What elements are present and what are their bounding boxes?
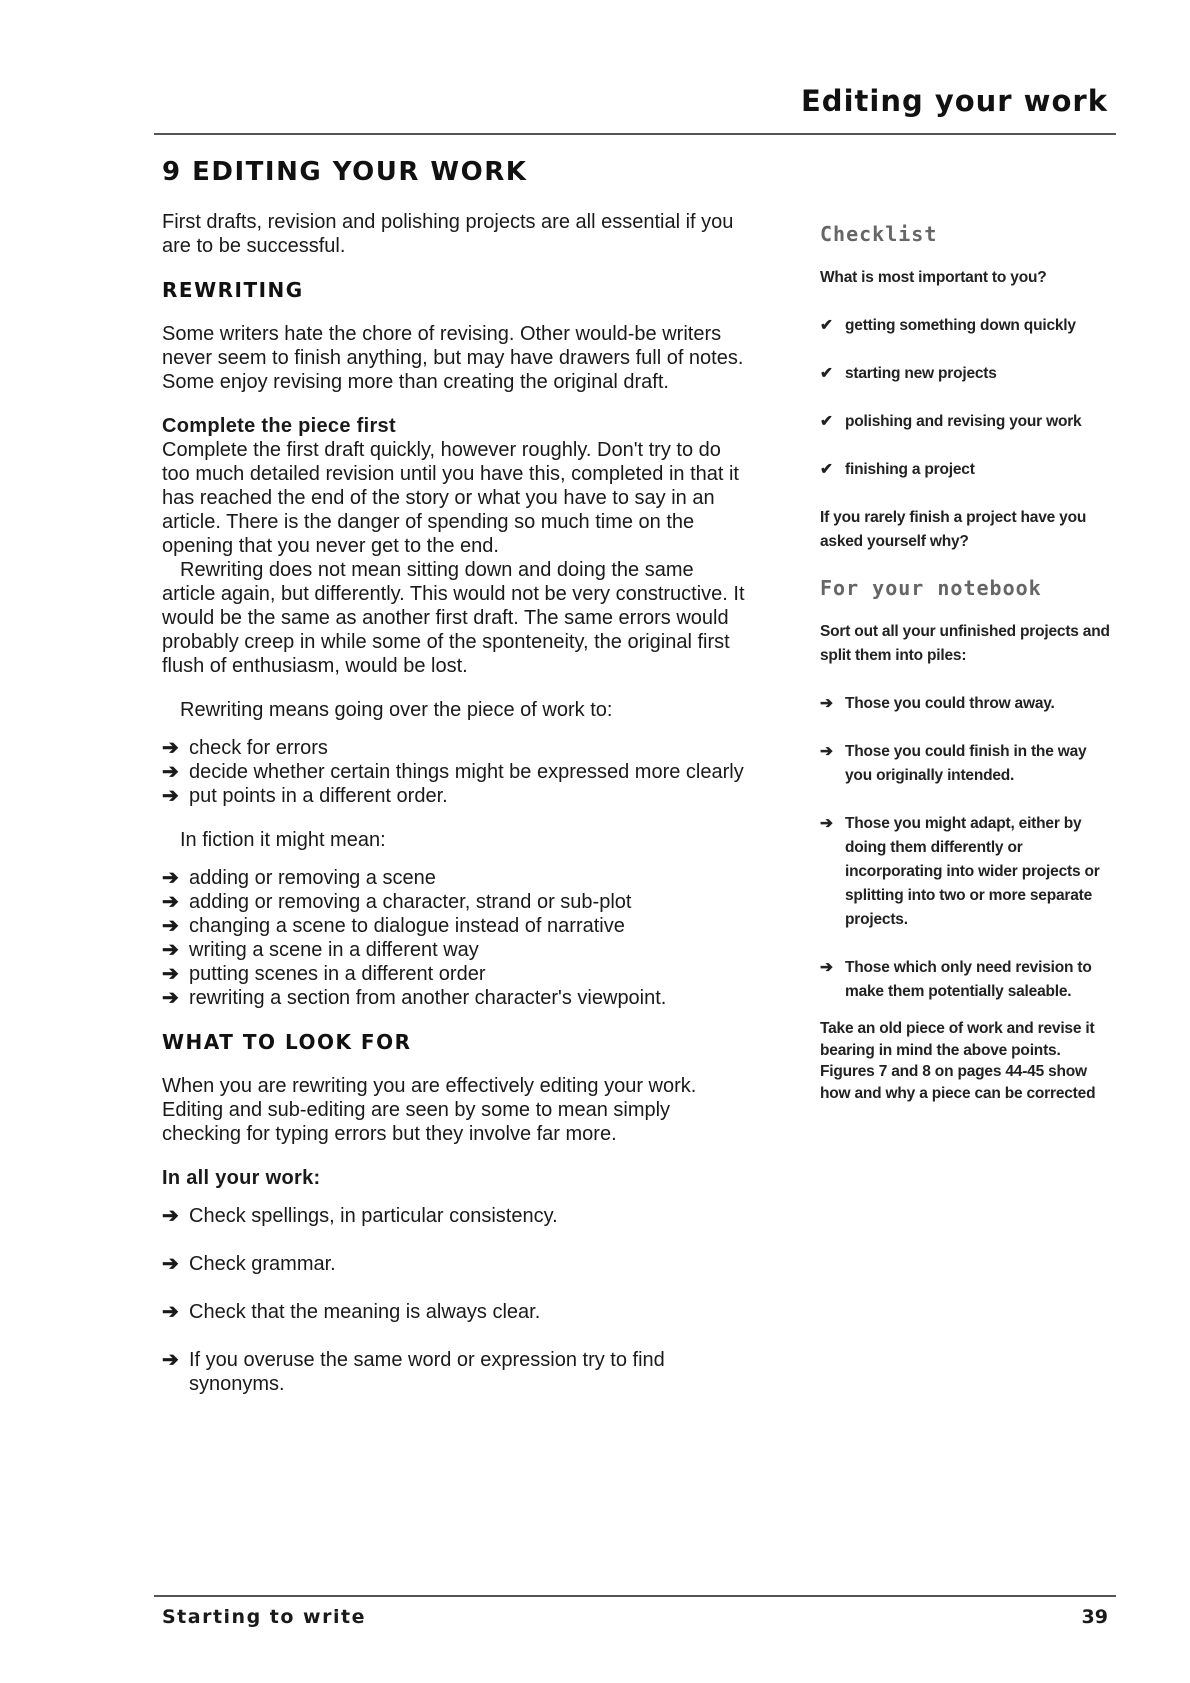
checklist-closing: If you rarely finish a project have you asked yourself why? [820,509,1087,550]
section-heading-rewriting: REWRITING [162,278,304,302]
arrow-right-icon: ➔ [162,761,179,783]
arrow-right-icon: ➔ [162,785,179,807]
arrow-right-icon: ➔ [162,939,179,961]
page-number: 39 [1081,1606,1108,1628]
fiction-list [162,866,752,1010]
rewriting-paragraph-1: Some writers hate the chore of revising. Other would-be writers never seem to finish anything, but may have drawers full of notes. Some enjoy revising more than creating the original draft. [162,323,744,393]
notebook-item: ➔ Those which only need revision to make them potentially saleable. [820,956,1110,1004]
list-item: ➔ adding or removing a scene [162,867,436,889]
arrow-right-icon: ➔ [820,695,833,712]
arrow-right-icon: ➔ [162,891,179,913]
list-item: ➔ writing a scene in a different way [162,939,479,961]
check-mark-icon: ✔ [820,461,833,478]
arrow-right-icon: ➔ [820,743,833,760]
check-mark-icon: ✔ [820,317,833,334]
checklist-item: ✔ polishing and revising your work [820,410,1110,434]
arrow-right-icon: ➔ [162,987,179,1009]
notebook-heading: For your notebook [820,576,1042,600]
checklist-item: ✔ finishing a project [820,458,1110,482]
look-for-list [162,1204,752,1396]
rewriting-list [162,736,752,808]
list-item: ➔ decide whether certain things might be expressed more clearly [162,761,744,783]
arrow-right-icon: ➔ [162,737,179,759]
arrow-right-icon: ➔ [162,1349,179,1371]
sidebar [820,222,1110,1104]
checklist-question: What is most important to you? [820,269,1047,286]
footer-book-title: Starting to write [162,1606,366,1628]
running-header-title: Editing your work [801,84,1108,118]
list-item: ➔ rewriting a section from another character's viewpoint. [162,987,667,1009]
rewriting-paragraph-2: Complete the first draft quickly, however roughly. Don't try to do too much detailed revision until you have this, completed in that it has reached the end of the story or what you have to say in an article. There is the danger of spending so much time on the opening that you never get to the end. [162,439,739,557]
list-item: ➔ putting scenes in a different order [162,963,486,985]
check-mark-icon: ✔ [820,365,833,382]
list-item: ➔ changing a scene to dialogue instead of narrative [162,915,625,937]
section-heading-what-to-look-for: WHAT TO LOOK FOR [162,1030,412,1054]
subheading-complete-first: Complete the piece first [162,415,396,437]
footer-rule [154,1595,1116,1597]
arrow-right-icon: ➔ [162,915,179,937]
rewriting-paragraph-4: Rewriting means going over the piece of work to: [180,699,613,721]
list-item: ➔ Check spellings, in particular consistency. [162,1205,558,1227]
arrow-right-icon: ➔ [162,963,179,985]
arrow-right-icon: ➔ [820,959,833,976]
list-item: ➔ adding or removing a character, strand or sub-plot [162,891,632,913]
list-item: ➔ check for errors [162,737,328,759]
main-column [162,157,752,1396]
arrow-right-icon: ➔ [162,1205,179,1227]
rewriting-paragraph-3: Rewriting does not mean sitting down and doing the same article again, but differently. This would not be very constructive. It would be the same as another first draft. The same errors would probably creep in while some of the sponteneity, the original first flush of enthusiasm, would be lost. [162,559,745,677]
chapter-title: 9 EDITING YOUR WORK [162,157,528,187]
list-item: ➔ If you overuse the same word or expression try to find synonyms. [162,1349,665,1395]
check-mark-icon: ✔ [820,413,833,430]
checklist-heading: Checklist [820,222,938,246]
arrow-right-icon: ➔ [162,1253,179,1275]
notebook-intro: Sort out all your unfinished projects and split them into piles: [820,623,1110,664]
checklist-item: ✔ starting new projects [820,362,1110,386]
look-for-paragraph: When you are rewriting you are effectively editing your work. Editing and sub-editing are seen by some to mean simply checking for typing errors but they involve far more. [162,1075,697,1145]
arrow-right-icon: ➔ [162,867,179,889]
notebook-item: ➔ Those you could finish in the way you originally intended. [820,740,1110,788]
rewriting-paragraph-5: In fiction it might mean: [180,829,386,851]
notebook-item: ➔ Those you could throw away. [820,692,1110,716]
subheading-all-your-work: In all your work: [162,1167,321,1189]
arrow-right-icon: ➔ [162,1301,179,1323]
notebook-closing: Take an old piece of work and revise it bearing in mind the above points. Figures 7 and 8 on pages 44-45 show how and why a piece can be corrected [820,1020,1096,1102]
list-item: ➔ Check that the meaning is always clear. [162,1301,541,1323]
list-item: ➔ put points in a different order. [162,785,448,807]
intro-paragraph: First drafts, revision and polishing projects are all essential if you are to be successful. [162,211,734,257]
list-item: ➔ Check grammar. [162,1253,336,1275]
checklist-item: ✔ getting something down quickly [820,314,1110,338]
header-rule [154,133,1116,135]
notebook-item: ➔ Those you might adapt, either by doing them differently or incorporating into wider projects or splitting into two or more separate projects. [820,812,1110,932]
arrow-right-icon: ➔ [820,815,833,832]
